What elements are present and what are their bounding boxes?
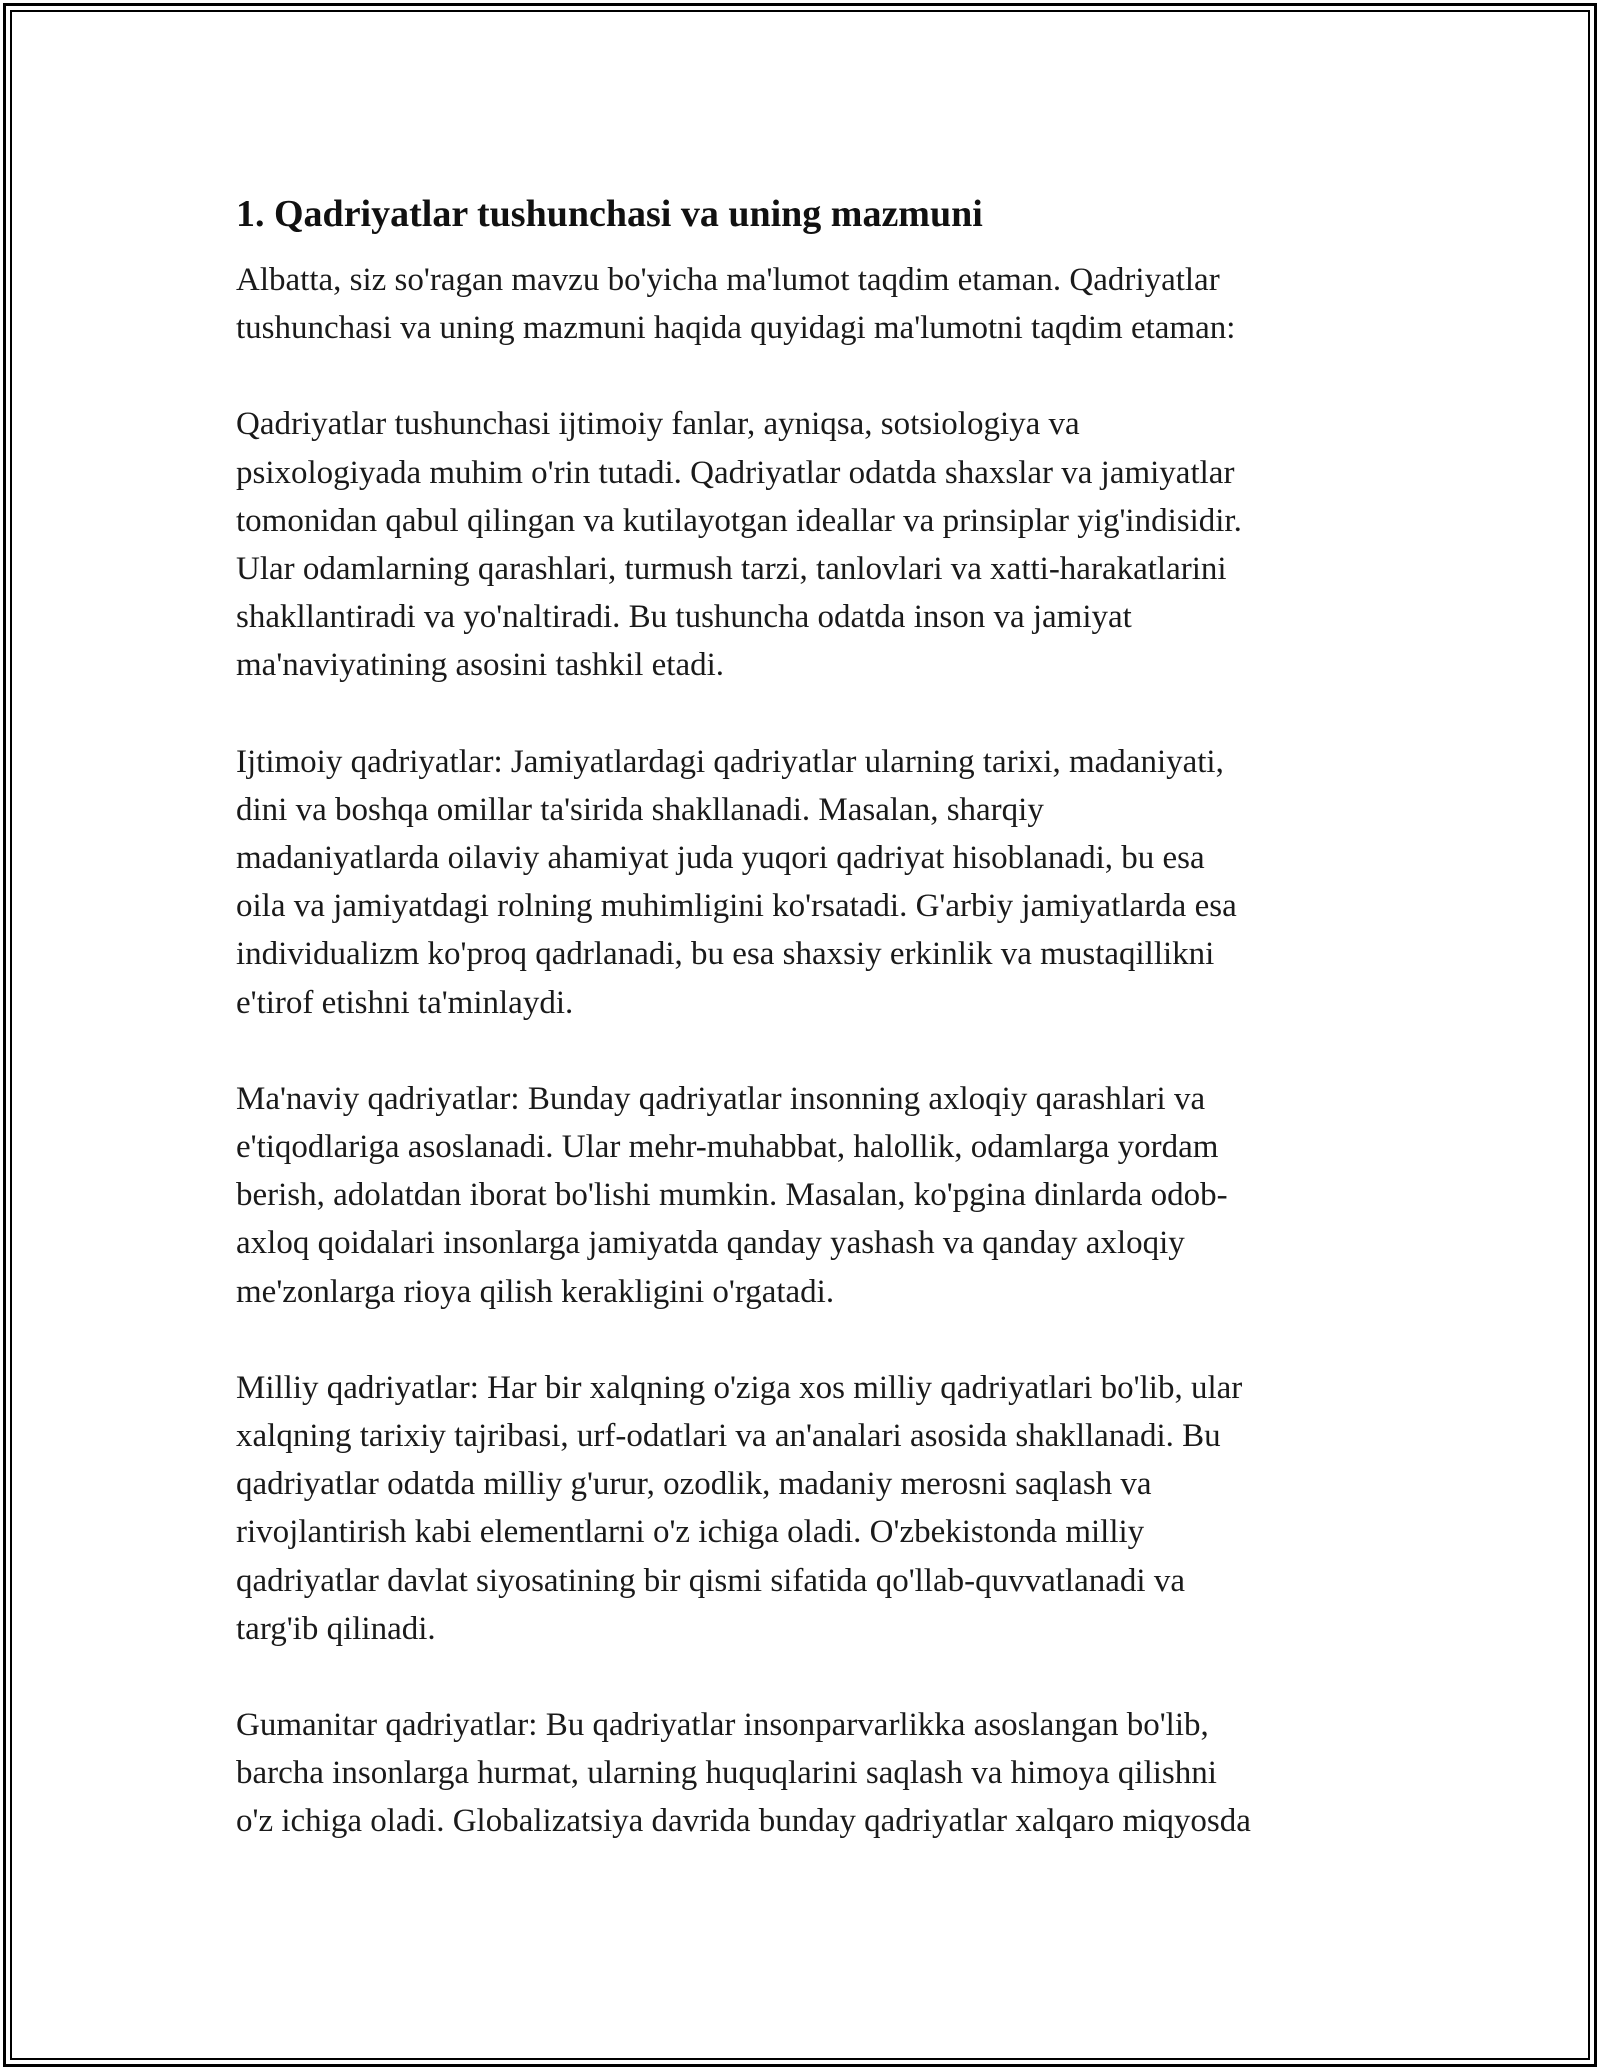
paragraph-humanitarian-values: [236, 1701, 1376, 1846]
text-line: shakllantiradi va yo'naltiradi. Bu tushuncha odatda inson va jamiyat: [236, 599, 1132, 636]
paragraph-definition: [236, 400, 1376, 689]
text-line: Albatta, siz so'ragan mavzu bo'yicha ma'lumot taqdim etaman. Qadriyatlar: [236, 262, 1220, 298]
paragraph-intro: [236, 256, 1376, 352]
text-line: tushunchasi va uning mazmuni haqida quyidagi ma'lumotni taqdim etaman:: [236, 310, 1236, 347]
text-line: Gumanitar qadriyatlar: Bu qadriyatlar insonparvarlikka asoslangan bo'lib,: [236, 1707, 1209, 1744]
text-line: o'z ichiga oladi. Globalizatsiya davrida bunday qadriyatlar xalqaro miqyosda: [236, 1803, 1251, 1840]
text-line: Ijtimoiy qadriyatlar: Jamiyatlardagi qadriyatlar ularning tarixi, madaniyati,: [236, 743, 1224, 780]
text-line: qadriyatlar davlat siyosatining bir qismi sifatida qo'llab-quvvatlanadi va: [236, 1562, 1185, 1599]
text-line: me'zonlarga rioya qilish kerakligini o'rgatadi.: [236, 1273, 835, 1310]
paragraph-spiritual-values: [236, 1075, 1376, 1316]
text-line: e'tirof etishni ta'minlaydi.: [236, 984, 574, 1021]
text-line: rivojlantirish kabi elementlarni o'z ichiga oladi. O'zbekistonda milliy: [236, 1514, 1145, 1551]
text-line: psixologiyada muhim o'rin tutadi. Qadriyatlar odatda shaxslar va jamiyatlar: [236, 454, 1235, 491]
text-line: targ'ib qilinadi.: [236, 1610, 436, 1647]
text-line: barcha insonlarga hurmat, ularning huquqlarini saqlash va himoya qilishni: [236, 1755, 1217, 1792]
text-line: dini va boshqa omillar ta'sirida shakllanadi. Masalan, sharqiy: [236, 791, 1044, 828]
text-line: berish, adolatdan iborat bo'lishi mumkin. Masalan, ko'pgina dinlarda odob-: [236, 1177, 1228, 1214]
text-line: xalqning tarixiy tajribasi, urf-odatlari va an'analari asosida shakllanadi. Bu: [236, 1418, 1221, 1455]
text-line: e'tiqodlariga asoslanadi. Ular mehr-muhabbat, halollik, odamlarga yordam: [236, 1129, 1219, 1166]
text-line: tomonidan qabul qilingan va kutilayotgan ideallar va prinsiplar yig'indisidir.: [236, 502, 1242, 539]
text-line: Qadriyatlar tushunchasi ijtimoiy fanlar, ayniqsa, sotsiologiya va: [236, 406, 1080, 443]
paragraph-national-values: [236, 1364, 1376, 1653]
text-line: individualizm ko'proq qadrlanadi, bu esa shaxsiy erkinlik va mustaqillikni: [236, 936, 1215, 973]
text-line: ma'naviyatining asosini tashkil etadi.: [236, 647, 725, 684]
text-line: qadriyatlar odatda milliy g'urur, ozodlik, madaniy merosni saqlash va: [236, 1466, 1152, 1503]
text-line: Ular odamlarning qarashlari, turmush tarzi, tanlovlari va xatti-harakatlarini: [236, 551, 1227, 588]
text-line: Ma'naviy qadriyatlar: Bunday qadriyatlar insonning axloqiy qarashlari va: [236, 1080, 1206, 1117]
text-line: oila va jamiyatdagi rolning muhimligini ko'rsatadi. G'arbiy jamiyatlarda esa: [236, 888, 1237, 925]
text-line: Milliy qadriyatlar: Har bir xalqning o'ziga xos milliy qadriyatlari bo'lib, ular: [236, 1369, 1243, 1406]
section-heading: 1. Qadriyatlar tushunchasi va uning mazmuni: [236, 193, 983, 235]
text-line: axloq qoidalari insonlarga jamiyatda qanday yashash va qanday axloqiy: [236, 1225, 1185, 1262]
paragraph-social-values: [236, 738, 1376, 1027]
text-line: madaniyatlarda oilaviy ahamiyat juda yuqori qadriyat hisoblanadi, bu esa: [236, 840, 1205, 877]
document-body: [236, 186, 1376, 1894]
